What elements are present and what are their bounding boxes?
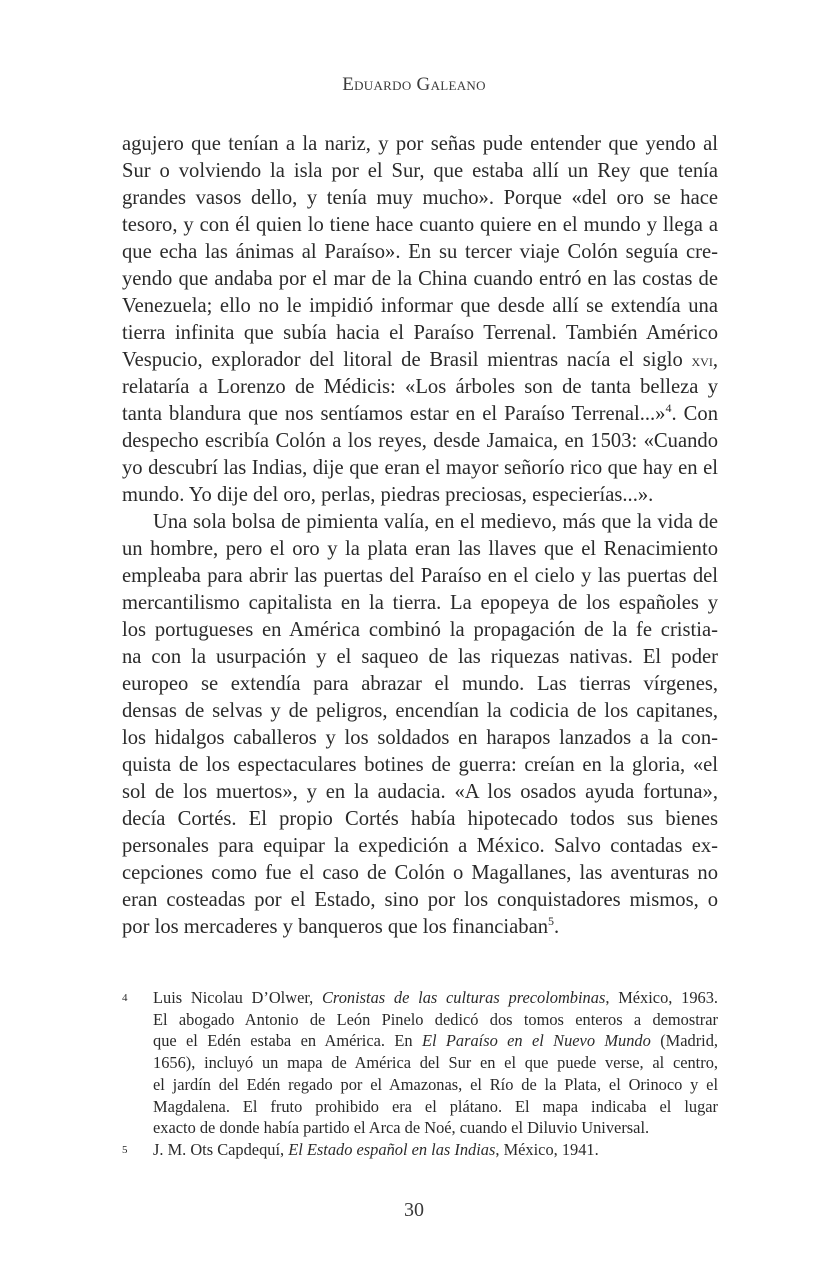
text-segment: , México, 1941. xyxy=(495,1139,599,1159)
footnote-number: 5 xyxy=(122,1143,128,1156)
text-line: tesoro, y con él quien lo tiene hace cuanto quiere en el mundo y llega a xyxy=(122,214,718,236)
body-text xyxy=(122,131,718,941)
footnote-line xyxy=(153,1030,718,1052)
text-segment: , México, 1963. xyxy=(605,988,719,1007)
footnote-line xyxy=(153,1139,718,1161)
text-line: empleaba para abrir las puertas del Paraíso en el cielo y las puertas del xyxy=(122,565,718,587)
footnote-5 xyxy=(122,1139,718,1161)
text-segment: Luis Nicolau D’Olwer, xyxy=(153,988,322,1007)
text-line xyxy=(122,401,718,428)
text-line: agujero que tenían a la nariz, y por señas pude entender que yendo al xyxy=(122,133,718,155)
text-segment: , xyxy=(712,349,718,371)
text-line xyxy=(122,347,718,374)
text-line: despecho escribía Colón a los reyes, desde Jamaica, en 1503: «Cuando xyxy=(122,430,718,452)
text-line: mundo. Yo dije del oro, perlas, piedras preciosas, especierías...». xyxy=(122,484,654,506)
text-line: cepciones como fue el caso de Colón o Magallanes, las aventuras no xyxy=(122,862,718,884)
text-line: Venezuela; ello no le impidió informar que desde allí se extendía una xyxy=(122,295,718,317)
text-line: eran costeadas por el Estado, sino por los conquistadores mismos, o xyxy=(122,889,718,911)
text-line: decía Cortés. El propio Cortés había hipotecado todos sus bienes xyxy=(122,808,718,830)
footnote-line: 1656), incluyó un mapa de América del Sur en el que puede verse, al centro, xyxy=(153,1053,718,1073)
text-segment: . Con xyxy=(671,403,718,425)
footnote-ref-5[interactable]: 5 xyxy=(548,914,555,928)
text-line: densas de selvas y de peligros, encendían la codicia de los capitanes, xyxy=(122,700,718,722)
text-segment: J. M. Ots Capdequí, xyxy=(153,1139,289,1159)
page-number: 30 xyxy=(404,1199,424,1221)
text-line: Sur o volviendo la isla por el Sur, que estaba allí un Rey que tenía xyxy=(122,160,718,182)
text-line: relataría a Lorenzo de Médicis: «Los árboles son de tanta belleza y xyxy=(122,376,718,398)
footnote-line: El abogado Antonio de León Pinelo dedicó dos tomos enteros a demostrar xyxy=(153,1009,718,1029)
text-line: quista de los espectaculares botines de guerra: creían en la gloria, «el xyxy=(122,754,718,776)
footnotes xyxy=(122,987,718,1161)
text-line: personales para equipar la expedición a México. Salvo contadas ex- xyxy=(122,835,718,857)
book-title: El Estado español en las Indias xyxy=(288,1139,496,1159)
footnote-number: 4 xyxy=(122,992,128,1004)
text-line: grandes vasos dello, y tenía muy mucho». Porque «del oro se hace xyxy=(122,187,718,209)
text-line: sol de los muertos», y en la audacia. «A los osados ayuda fortuna», xyxy=(122,781,718,803)
footnote-line xyxy=(153,987,718,1009)
text-line: yendo que andaba por el mar de la China cuando entró en las costas de xyxy=(122,268,718,290)
century-numeral: xvi xyxy=(691,350,713,370)
text-segment: por los mercaderes y banqueros que los financiaban xyxy=(122,916,549,938)
footnote-ref-4[interactable]: 4 xyxy=(665,401,672,415)
text-segment: Vespucio, explorador del litoral de Brasil mientras nacía el siglo xyxy=(122,349,692,371)
book-title: El Paraíso en el Nuevo Mundo xyxy=(421,1031,651,1051)
footnote-line: el jardín del Edén regado por el Amazonas, el Río de la Plata, el Orinoco y el xyxy=(153,1074,718,1094)
paragraph-1 xyxy=(122,131,718,509)
text-line: yo descubrí las Indias, dije que eran el mayor señorío rico que hay en el xyxy=(122,457,718,479)
text-segment: (Madrid, xyxy=(650,1031,718,1051)
running-head-author: Eduardo Galeano xyxy=(342,74,486,95)
book-title: Cronistas de las culturas precolombinas xyxy=(322,988,606,1007)
text-line: los portugueses en América combinó la propagación de la fe cristia- xyxy=(122,619,718,641)
paragraph-2 xyxy=(122,509,718,941)
text-line: los hidalgos caballeros y los soldados en harapos lanzados a la con- xyxy=(122,727,718,749)
text-line xyxy=(122,914,718,941)
text-line: que echa las ánimas al Paraíso». En su tercer viaje Colón seguía cre- xyxy=(122,241,718,263)
text-segment: tanta blandura que nos sentíamos estar en el Paraíso Terrenal...» xyxy=(122,403,666,425)
text-segment: . xyxy=(554,916,560,938)
text-line: tierra infinita que subía hacia el Paraíso Terrenal. También Américo xyxy=(122,322,718,344)
text-line: Una sola bolsa de pimienta valía, en el medievo, más que la vida de xyxy=(153,511,718,533)
footnote-4 xyxy=(122,987,718,1139)
text-segment: que el Edén estaba en América. En xyxy=(153,1031,422,1051)
text-line: un hombre, pero el oro y la plata eran las llaves que el Renacimiento xyxy=(122,538,718,560)
text-line: europeo se extendía para abrazar el mundo. Las tierras vírgenes, xyxy=(122,673,718,695)
footnote-line: exacto de donde había partido el Arca de Noé, cuando el Diluvio Universal. xyxy=(153,1118,650,1138)
text-line: mercantilismo capitalista en la tierra. La epopeya de los españoles y xyxy=(122,592,718,614)
text-line: na con la usurpación y el saqueo de las riquezas nativas. El poder xyxy=(122,646,718,668)
footnote-line: Magdalena. El fruto prohibido era el plátano. El mapa indicaba el lugar xyxy=(153,1096,718,1116)
